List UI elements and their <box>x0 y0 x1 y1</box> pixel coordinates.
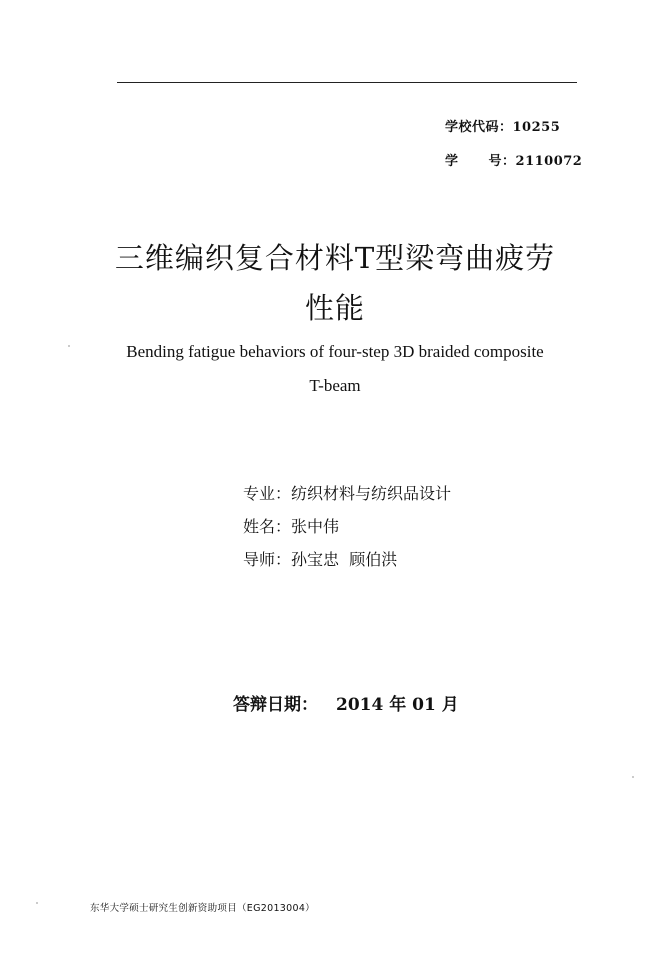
top-rule <box>117 82 577 83</box>
school-code-label: 学校代码： <box>445 120 513 135</box>
advisor-line <box>243 547 397 570</box>
student-id-value: 2110072 <box>515 154 583 169</box>
name-line <box>243 514 339 537</box>
defense-date-label: 答辩日期： <box>233 695 318 715</box>
major-label: 专业： <box>243 484 292 503</box>
name-value: 张中伟 <box>291 517 340 536</box>
title-en-line-1: Bending fatigue behaviors of four-step 3D braided composite <box>126 342 544 361</box>
footer-funding-note: 东华大学硕士研究生创新资助项目（EG2013004） <box>90 903 315 914</box>
student-id-line <box>445 150 582 169</box>
defense-date-line <box>233 690 459 715</box>
scan-speck <box>36 902 38 904</box>
title-en-line-2: T-beam <box>309 376 361 395</box>
major-value: 纺织材料与纺织品设计 <box>291 484 452 503</box>
major-line <box>243 481 451 504</box>
student-id-label-first: 学 <box>445 154 459 169</box>
name-label: 姓名： <box>243 517 292 536</box>
title-cn-line-1: 三维编织复合材料T型梁弯曲疲劳 <box>114 241 556 275</box>
scan-speck <box>632 776 634 778</box>
student-id-label-second: 号： <box>488 154 516 169</box>
school-code-line <box>445 116 560 135</box>
title-cn-line-2: 性能 <box>304 291 365 325</box>
school-code-value: 10255 <box>512 120 561 135</box>
advisor-value: 孙宝忠 顾伯洪 <box>291 550 398 569</box>
advisor-label: 导师： <box>243 550 292 569</box>
defense-date-value: 2014 年 01 月 <box>336 695 459 715</box>
scan-speck <box>68 345 70 347</box>
